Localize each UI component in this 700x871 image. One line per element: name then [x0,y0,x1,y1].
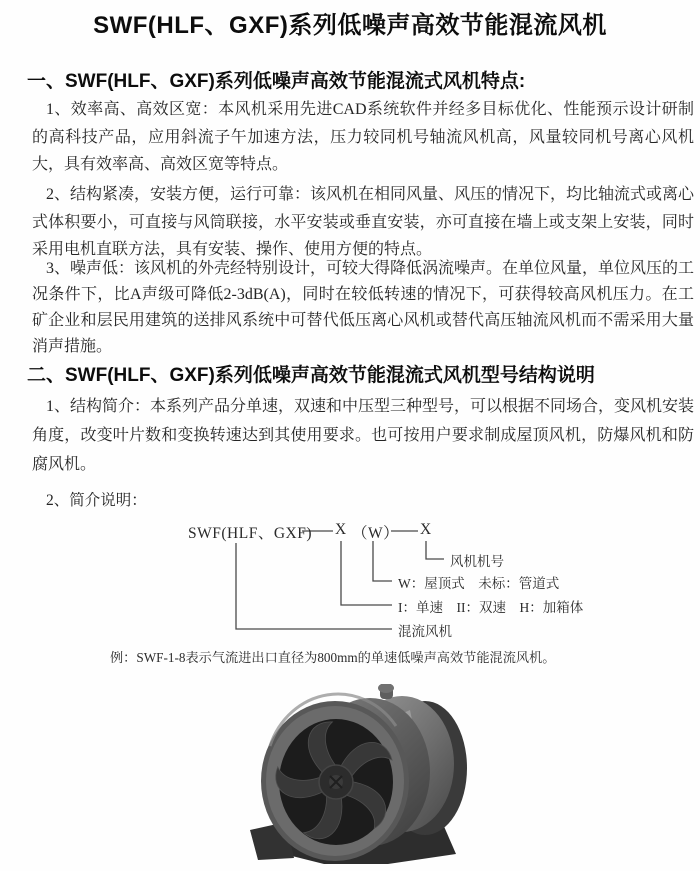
paragraph-model-intro: 1、结构简介：本系列产品分单速，双速和中压型三种型号，可以根据不同场合，变风机安装角度，改变叶片数和变换转速达到其使用要求。也可按用户要求制成屋顶风机，防爆风机和防腐风机。 [32,398,695,473]
diagram-label-fan-number: 风机机号 [450,554,504,569]
model-code-w: （W） [352,525,400,542]
diagram-label-speed-type: I：单速 II：双速 H：加箱体 [398,600,584,615]
model-prefix: SWF(HLF、GXF) [188,525,312,542]
diagram-label-mixed-flow-fan: 混流风机 [398,624,452,639]
fan-product-image [238,684,488,870]
paragraph-efficiency: 1、效率高、高效区宽：本风机采用先进CAD系统软件并经多目标优化、性能预示设计研制的高科技产品，应用斜流子午加速方法，压力较同机号轴流风机高，风量较同机号离心风机大，具有效率高、高效区宽等特点。 [32,101,694,173]
fan-image-container [238,684,488,870]
paragraph-structure: 2、结构紧凑，安装方便，运行可靠：该风机在相同风量、风压的情况下，均比轴流式或离心式体积要小，可直接与风筒联接，水平安装或垂直安装，亦可直接在墙上或支架上安装，同时采用电机直联方法，具有安装、操作、使用方便的特点。 [32,186,695,258]
diagram-label-roof-duct-type: W：屋顶式 未标：管道式 [398,576,560,591]
model-example: 例：SWF-1-8表示气流进出口直径为800mm的单速低噪声高效节能混流风机。 [110,650,556,665]
paragraph-low-noise: 3、噪声低：该风机的外壳经特别设计，可较大得降低涡流噪声。在单位风量，单位风压的工况条件下，比A声级可降低2-3dB(A)，同时在较低转速的情况下，可获得较高风机压力。在工矿企业和层民用建筑的送排风系统中可替代低压离心风机或替代高压轴流风机而不需采用大量消声措施。 [32,260,695,355]
document-title: SWF(HLF、GXF)系列低噪声高效节能混流风机 [93,12,607,39]
model-code-x2: X [420,521,432,538]
model-code-x1: X [335,521,347,538]
notation-intro-label: 2、简介说明： [46,492,147,509]
section2-heading: 二、SWF(HLF、GXF)系列低噪声高效节能混流式风机型号结构说明 [27,365,595,386]
section1-heading: 一、SWF(HLF、GXF)系列低噪声高效节能混流式风机特点: [27,71,526,92]
